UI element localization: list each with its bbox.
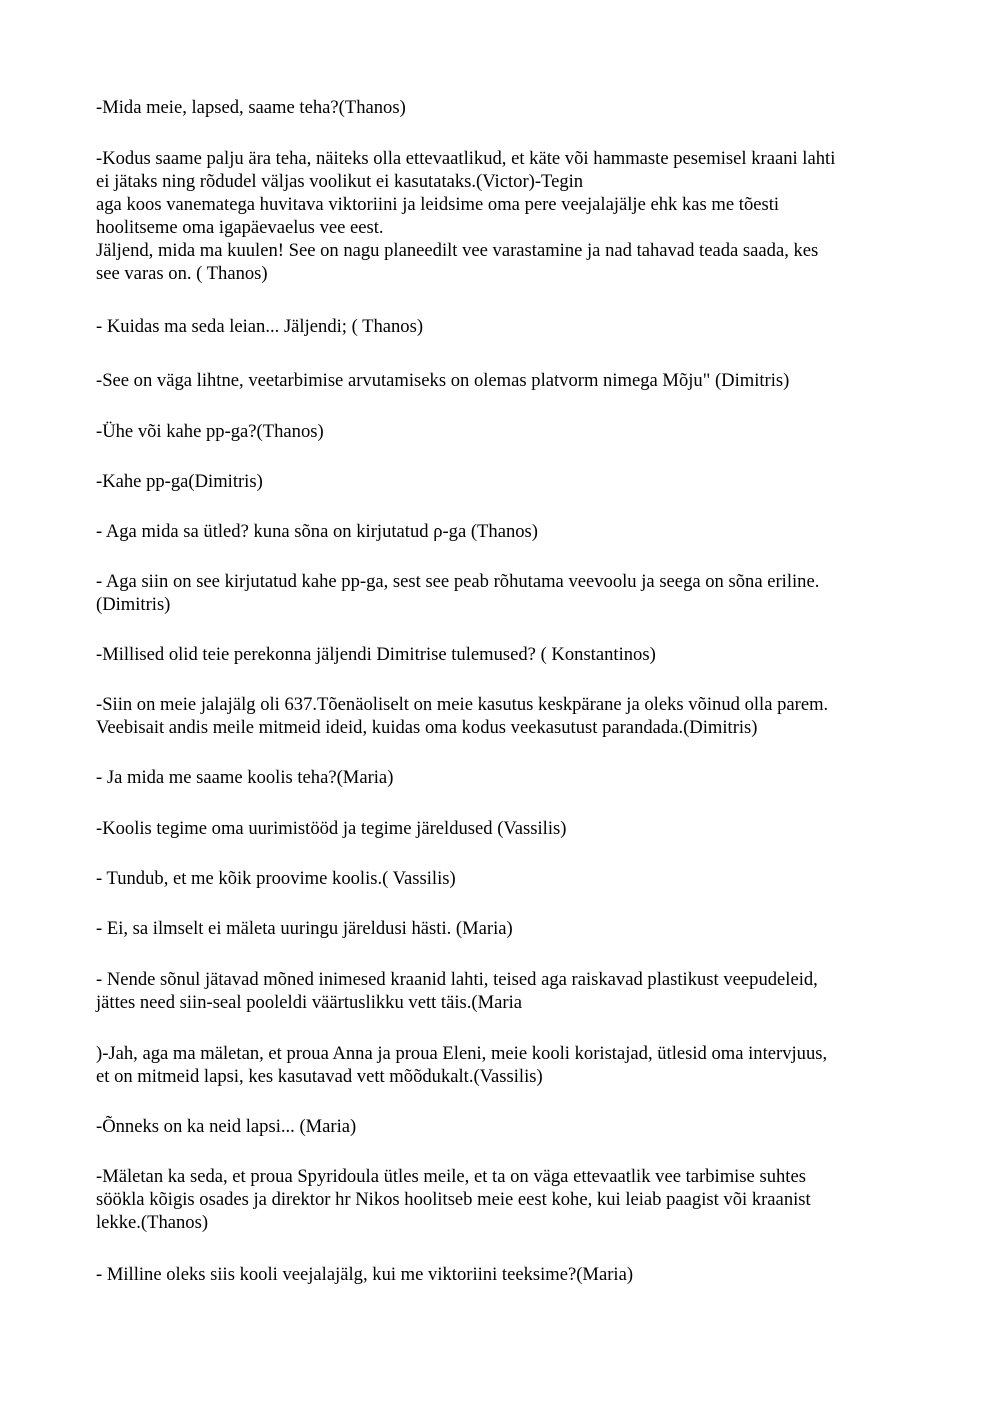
paragraph-19: - Milline oleks siis kooli veejalajälg, kui me viktoriini teeksime?(Maria) bbox=[96, 1264, 634, 1285]
paragraph-8: - Aga siin on see kirjutatud kahe pp-ga, sest see peab rõhutama veevoolu ja seega on sõna eriline. (Dimitris) bbox=[96, 571, 820, 615]
paragraph-18: -Mäletan ka seda, et proua Spyridoula ütles meile, et ta on väga ettevaatlik vee tarbimise suhtes söökla kõigis osades ja direktor hr Nikos hoolitseb meie eest kohe, kui leiab paagist või kraanist lekke.(Thanos) bbox=[96, 1166, 811, 1233]
paragraph-17: -Õnneks on ka neid lapsi... (Maria) bbox=[96, 1116, 357, 1137]
paragraph-14: - Ei, sa ilmselt ei mäleta uuringu järeldusi hästi. (Maria) bbox=[96, 918, 513, 939]
paragraph-6: -Kahe pp-ga(Dimitris) bbox=[96, 471, 263, 492]
paragraph-5: -Ühe või kahe pp-ga?(Thanos) bbox=[96, 421, 324, 442]
paragraph-10: -Siin on meie jalajälg oli 637.Tõenäoliselt on meie kasutus keskpärane ja oleks võinud olla parem. Veebisait andis meile mitmeid ideid, kuidas oma kodus veekasutust parandada.(Dimitris) bbox=[96, 694, 829, 738]
paragraph-12: -Koolis tegime oma uurimistööd ja tegime järeldused (Vassilis) bbox=[96, 818, 567, 839]
paragraph-9: -Millised olid teie perekonna jäljendi Dimitrise tulemused? ( Konstantinos) bbox=[96, 644, 656, 665]
paragraph-4: -See on väga lihtne, veetarbimise arvutamiseks on olemas platvorm nimega Mõju" (Dimitris) bbox=[96, 370, 790, 391]
paragraph-7: - Aga mida sa ütled? kuna sõna on kirjutatud ρ-ga (Thanos) bbox=[96, 521, 538, 542]
paragraph-16: )-Jah, aga ma mäletan, et proua Anna ja proua Eleni, meie kooli koristajad, ütlesid oma intervjuus, et on mitmeid lapsi, kes kasutavad vett mõõdukalt.(Vassilis) bbox=[96, 1043, 828, 1087]
paragraph-3: - Kuidas ma seda leian... Jäljendi; ( Thanos) bbox=[96, 316, 424, 337]
paragraph-2: -Kodus saame palju ära teha, näiteks olla ettevaatlikud, et käte või hammaste pesemisel kraani lahti ei jätaks ning rõdudel väljas voolikut ei kasutataks.(Victor)-Tegin aga koos vanematega huvitava viktoriini ja leidsime oma pere veejalajälje ehk kas me tõesti hoolitseme oma igapäevaelus vee eest. Jäljend, mida ma kuulen! See on nagu planeedilt vee varastamine ja nad tahavad teada saada, kes see varas on. ( Thanos) bbox=[96, 148, 836, 284]
document-body bbox=[96, 96, 906, 1286]
paragraph-13: - Tundub, et me kõik proovime koolis.( Vassilis) bbox=[96, 868, 456, 889]
paragraph-1: -Mida meie, lapsed, saame teha?(Thanos) bbox=[96, 97, 406, 118]
paragraph-11: - Ja mida me saame koolis teha?(Maria) bbox=[96, 767, 394, 788]
paragraph-15: - Nende sõnul jätavad mõned inimesed kraanid lahti, teised aga raiskavad plastikust veepudeleid, jättes need siin-seal pooleldi väärtuslikku vett täis.(Maria bbox=[96, 969, 818, 1013]
